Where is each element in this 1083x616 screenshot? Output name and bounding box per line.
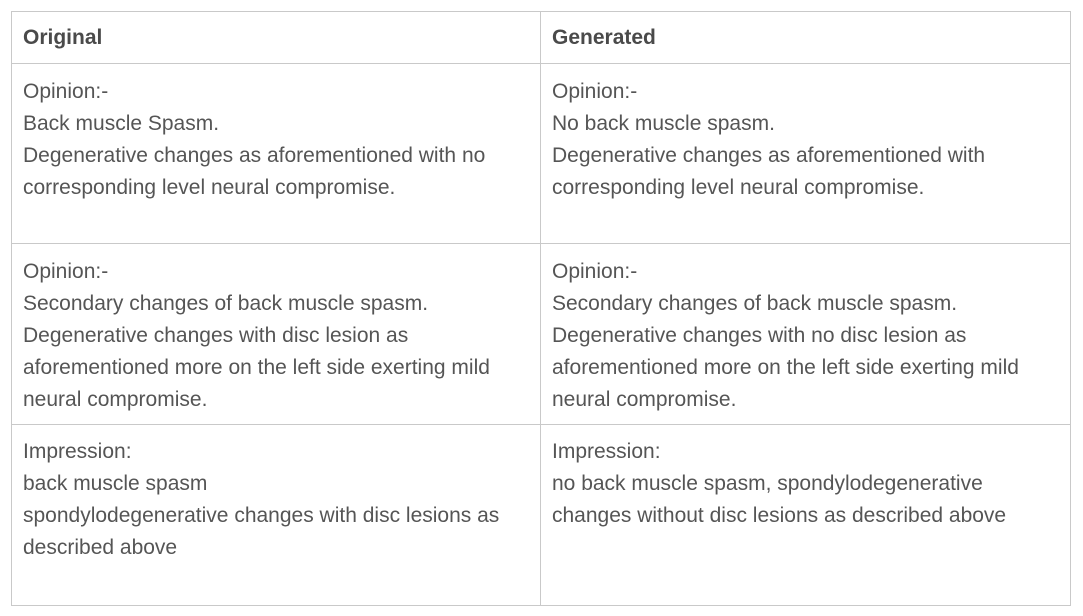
- cell-line: spondylodegenerative changes with disc lesions as described above: [23, 504, 500, 559]
- cell-line: Impression:: [552, 440, 661, 463]
- table-row: [12, 244, 1071, 425]
- original-cell: [12, 425, 541, 606]
- cell-line: Degenerative changes with no disc lesion as aforementioned more on the left side exerting mild neural compromise.: [552, 324, 1019, 411]
- cell-line: no back muscle spasm, spondylodegenerative changes without disc lesions as described above: [552, 472, 1007, 527]
- cell-line: Opinion:-: [23, 80, 109, 103]
- generated-cell: [541, 244, 1071, 425]
- cell-line: Back muscle Spasm.: [23, 112, 220, 135]
- cell-line: Opinion:-: [23, 260, 109, 283]
- cell-line: Degenerative changes as aforementioned with corresponding level neural compromise.: [552, 144, 986, 199]
- original-cell: [12, 244, 541, 425]
- cell-line: Secondary changes of back muscle spasm.: [552, 292, 958, 315]
- header-generated: Generated: [541, 12, 1071, 64]
- table-row: [12, 64, 1071, 244]
- cell-line: Opinion:-: [552, 260, 638, 283]
- cell-line: Opinion:-: [552, 80, 638, 103]
- cell-line: Impression:: [23, 440, 132, 463]
- header-row: [12, 12, 1071, 64]
- cell-line: back muscle spasm: [23, 472, 208, 495]
- cell-line: Secondary changes of back muscle spasm.: [23, 292, 429, 315]
- cell-line: Degenerative changes as aforementioned with no corresponding level neural compromise.: [23, 144, 486, 199]
- cell-line: No back muscle spasm.: [552, 112, 775, 135]
- generated-cell: [541, 64, 1071, 244]
- table-row: [12, 425, 1071, 606]
- cell-line: Degenerative changes with disc lesion as aforementioned more on the left side exerting mild neural compromise.: [23, 324, 490, 411]
- header-original: Original: [12, 12, 541, 64]
- original-cell: [12, 64, 541, 244]
- generated-cell: [541, 425, 1071, 606]
- comparison-table: [11, 11, 1071, 606]
